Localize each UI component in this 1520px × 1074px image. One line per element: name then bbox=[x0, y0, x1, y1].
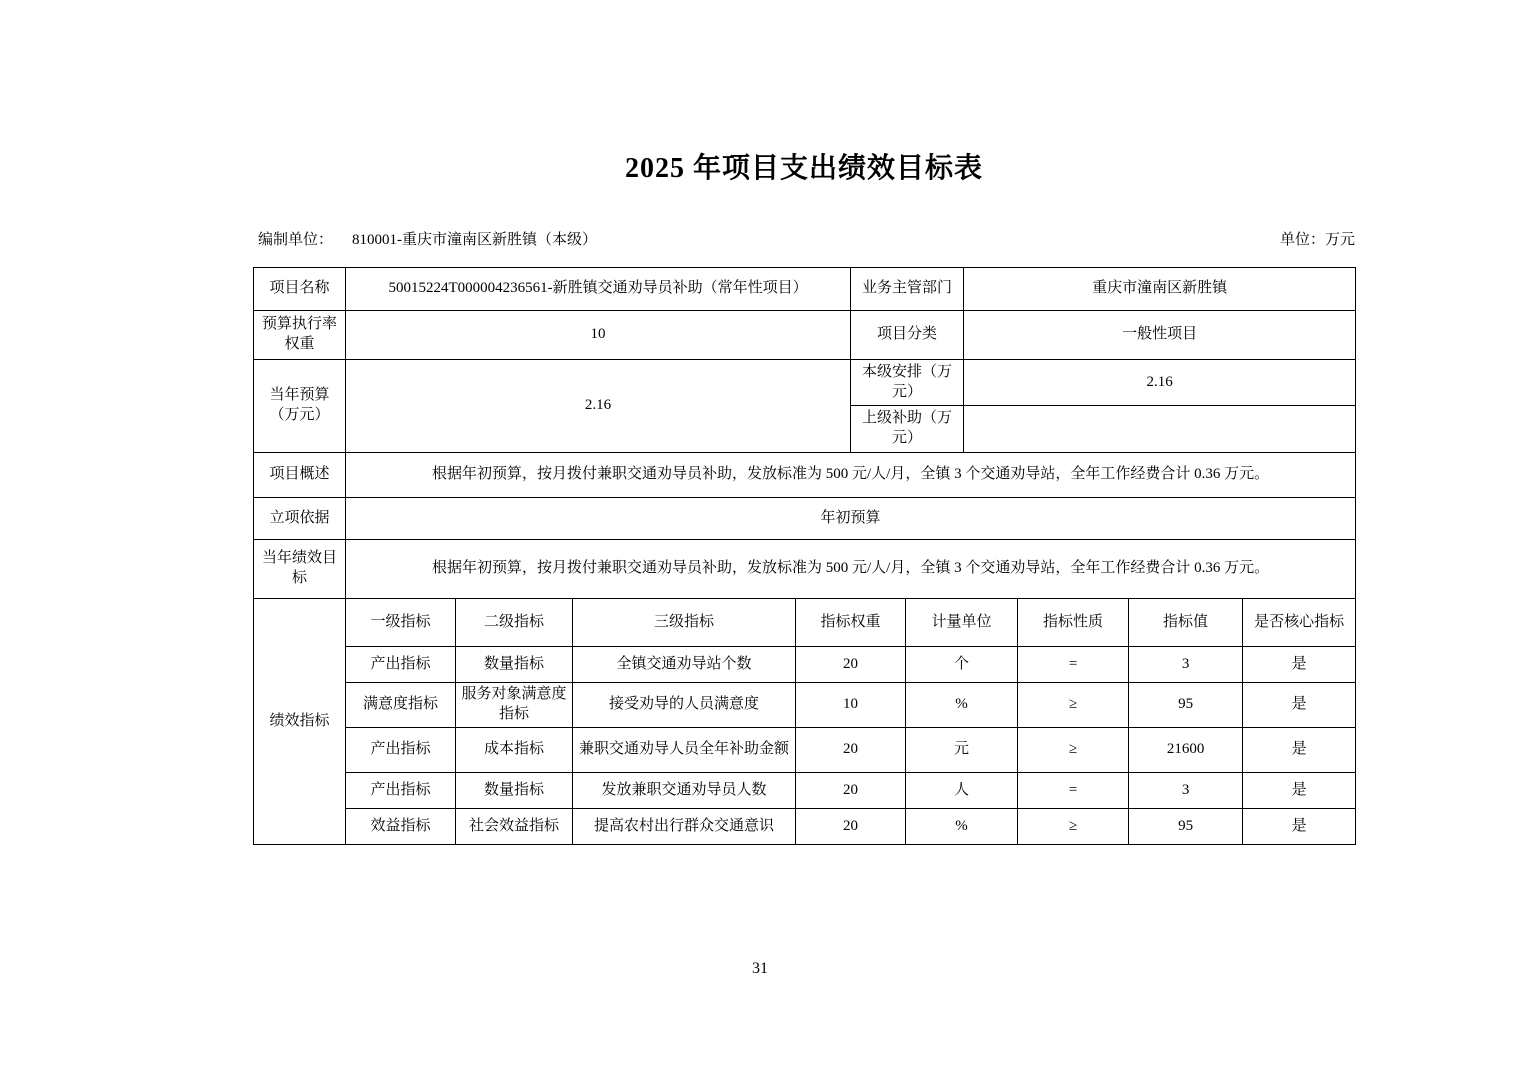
core-cell: 是 bbox=[1243, 773, 1356, 809]
unit-note: 单位：万元 bbox=[1279, 232, 1355, 248]
row-basis bbox=[254, 498, 1356, 540]
value-cell: 21600 bbox=[1129, 728, 1243, 773]
nature-cell: = bbox=[1018, 773, 1129, 809]
budget-value: 2.16 bbox=[346, 360, 851, 453]
header-nature: 指标性质 bbox=[1018, 599, 1129, 647]
level2-cell: 服务对象满意度指标 bbox=[456, 683, 573, 728]
level1-cell: 满意度指标 bbox=[346, 683, 456, 728]
basis-label: 立项依据 bbox=[254, 498, 346, 540]
core-cell: 是 bbox=[1243, 728, 1356, 773]
unit-cell: 人 bbox=[906, 773, 1018, 809]
indicator-header-row bbox=[254, 599, 1356, 647]
local-arrangement-label: 本级安排（万元） bbox=[851, 360, 964, 406]
row-project-name bbox=[254, 268, 1356, 311]
level3-cell: 兼职交通劝导人员全年补助金额 bbox=[573, 728, 796, 773]
header-value: 指标值 bbox=[1129, 599, 1243, 647]
level2-cell: 成本指标 bbox=[456, 728, 573, 773]
nature-cell: = bbox=[1018, 647, 1129, 683]
row-overview bbox=[254, 453, 1356, 498]
row-annual-goal bbox=[254, 540, 1356, 599]
unit-cell: % bbox=[906, 683, 1018, 728]
document-content bbox=[253, 0, 1355, 845]
indicator-row bbox=[254, 728, 1356, 773]
unit-cell: % bbox=[906, 809, 1018, 845]
header-weight: 指标权重 bbox=[796, 599, 906, 647]
level1-cell: 产出指标 bbox=[346, 773, 456, 809]
level2-cell: 社会效益指标 bbox=[456, 809, 573, 845]
header-level3: 三级指标 bbox=[573, 599, 796, 647]
meta-row bbox=[253, 231, 1355, 250]
indicator-row bbox=[254, 647, 1356, 683]
header-level1: 一级指标 bbox=[346, 599, 456, 647]
exec-rate-label: 预算执行率权重 bbox=[254, 311, 346, 360]
weight-cell: 20 bbox=[796, 728, 906, 773]
weight-cell: 20 bbox=[796, 647, 906, 683]
page-title: 2025 年项目支出绩效目标表 bbox=[624, 153, 983, 184]
level3-cell: 接受劝导的人员满意度 bbox=[573, 683, 796, 728]
level2-cell: 数量指标 bbox=[456, 647, 573, 683]
indicator-row bbox=[254, 773, 1356, 809]
indicator-section-label: 绩效指标 bbox=[254, 599, 346, 845]
value-cell: 3 bbox=[1129, 773, 1243, 809]
weight-cell: 20 bbox=[796, 809, 906, 845]
row-budget-local bbox=[254, 360, 1356, 406]
superior-subsidy-label: 上级补助（万元） bbox=[851, 406, 964, 453]
project-name-value: 50015224T000004236561-新胜镇交通劝导员补助（常年性项目） bbox=[346, 268, 851, 311]
superior-subsidy-value bbox=[964, 406, 1356, 453]
level2-cell: 数量指标 bbox=[456, 773, 573, 809]
dept-label: 业务主管部门 bbox=[851, 268, 964, 311]
nature-cell: ≥ bbox=[1018, 809, 1129, 845]
indicator-row bbox=[254, 809, 1356, 845]
category-label: 项目分类 bbox=[851, 311, 964, 360]
annual-goal-value: 根据年初预算，按月拨付兼职交通劝导员补助，发放标准为 500 元/人/月，全镇 3 个交通劝导站，全年工作经费合计 0.36 万元。 bbox=[346, 540, 1356, 599]
prepared-by bbox=[253, 231, 597, 250]
prepared-by-value: 810001-重庆市潼南区新胜镇（本级） bbox=[352, 232, 598, 248]
basis-value: 年初预算 bbox=[346, 498, 1356, 540]
performance-target-table bbox=[253, 267, 1356, 845]
level3-cell: 全镇交通劝导站个数 bbox=[573, 647, 796, 683]
core-cell: 是 bbox=[1243, 647, 1356, 683]
header-core: 是否核心指标 bbox=[1243, 599, 1356, 647]
annual-goal-label: 当年绩效目标 bbox=[254, 540, 346, 599]
unit-cell: 元 bbox=[906, 728, 1018, 773]
level3-cell: 发放兼职交通劝导员人数 bbox=[573, 773, 796, 809]
nature-cell: ≥ bbox=[1018, 728, 1129, 773]
header-level2: 二级指标 bbox=[456, 599, 573, 647]
indicator-row bbox=[254, 683, 1356, 728]
value-cell: 95 bbox=[1129, 683, 1243, 728]
budget-label: 当年预算（万元） bbox=[254, 360, 346, 453]
exec-rate-value: 10 bbox=[346, 311, 851, 360]
value-cell: 95 bbox=[1129, 809, 1243, 845]
weight-cell: 10 bbox=[796, 683, 906, 728]
page-number: 31 bbox=[752, 960, 768, 977]
level1-cell: 产出指标 bbox=[346, 647, 456, 683]
prepared-by-label: 编制单位： bbox=[258, 232, 334, 248]
weight-cell: 20 bbox=[796, 773, 906, 809]
level1-cell: 效益指标 bbox=[346, 809, 456, 845]
row-exec-rate bbox=[254, 311, 1356, 360]
core-cell: 是 bbox=[1243, 809, 1356, 845]
overview-value: 根据年初预算，按月拨付兼职交通劝导员补助，发放标准为 500 元/人/月，全镇 3 个交通劝导站，全年工作经费合计 0.36 万元。 bbox=[346, 453, 1356, 498]
category-value: 一般性项目 bbox=[964, 311, 1356, 360]
dept-value: 重庆市潼南区新胜镇 bbox=[964, 268, 1356, 311]
core-cell: 是 bbox=[1243, 683, 1356, 728]
level1-cell: 产出指标 bbox=[346, 728, 456, 773]
unit-cell: 个 bbox=[906, 647, 1018, 683]
project-name-label: 项目名称 bbox=[254, 268, 346, 311]
value-cell: 3 bbox=[1129, 647, 1243, 683]
local-arrangement-value: 2.16 bbox=[964, 360, 1356, 406]
header-unit: 计量单位 bbox=[906, 599, 1018, 647]
nature-cell: ≥ bbox=[1018, 683, 1129, 728]
level3-cell: 提高农村出行群众交通意识 bbox=[573, 809, 796, 845]
overview-label: 项目概述 bbox=[254, 453, 346, 498]
